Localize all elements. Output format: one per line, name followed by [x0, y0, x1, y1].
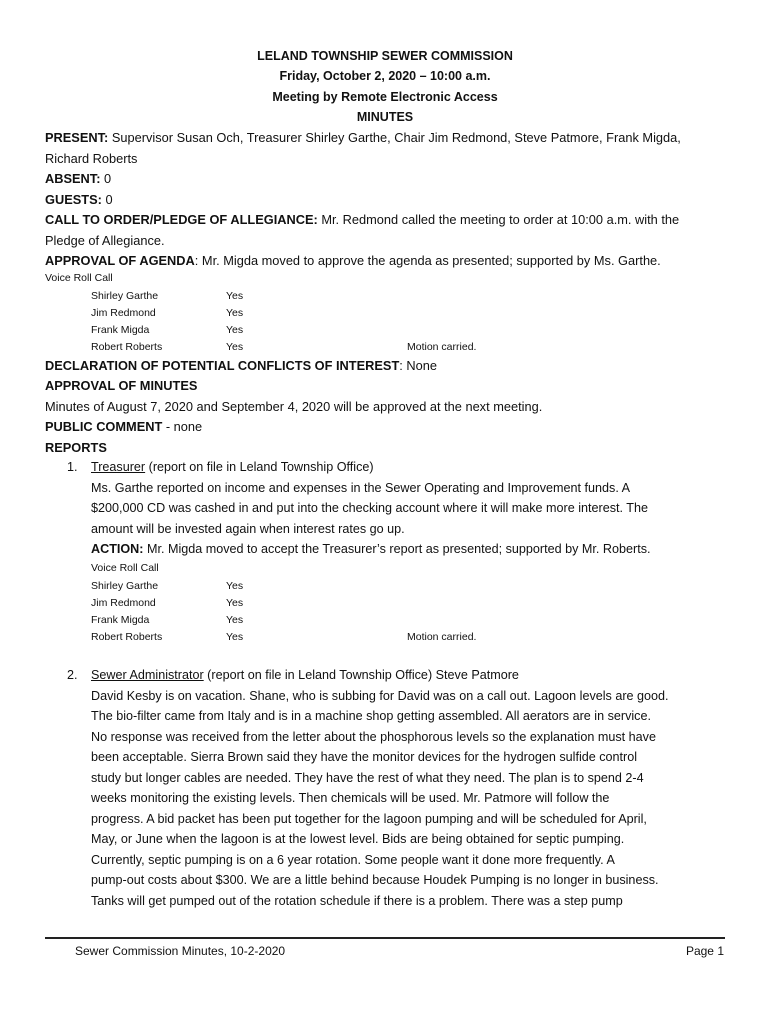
- absent-line: [45, 171, 111, 186]
- sewer-text: pump-out costs about $300. We are a little behind because Houdek Pumping is no longer in business.: [91, 873, 659, 887]
- sewer-heading: [91, 668, 519, 682]
- agenda-text: : Mr. Migda moved to approve the agenda as presented; supported by Ms. Garthe.: [194, 253, 661, 268]
- treasurer-heading: [91, 460, 374, 474]
- footer-title: Sewer Commission Minutes, 10-2-2020: [75, 944, 286, 958]
- action-text: Mr. Migda moved to accept the Treasurer’s report as presented; supported by Mr. Roberts.: [143, 542, 651, 556]
- present-text: Supervisor Susan Och, Treasurer Shirley Garthe, Chair Jim Redmond, Steve Patmore, Frank Migda,: [111, 130, 681, 145]
- treasurer-text: $200,000 CD was cashed in and put into the checking account where it will make more interest. The: [91, 501, 648, 515]
- absent-label: ABSENT:: [45, 171, 101, 186]
- call-text: Mr. Redmond called the meeting to order at 10:00 a.m. with the: [321, 212, 680, 227]
- treasurer-note: (report on file in Leland Township Office): [145, 460, 374, 474]
- roll-name: Jim Redmond: [91, 597, 156, 609]
- item-number: 1.: [67, 460, 78, 474]
- roll-vote: Yes: [226, 614, 244, 626]
- absent-value: 0: [104, 171, 112, 186]
- treasurer-text: Ms. Garthe reported on income and expenses in the Sewer Operating and Improvement funds. A: [91, 481, 631, 495]
- sewer-text: weeks monitoring the existing levels. Then chemicals will be used. Mr. Patmore will follow the: [91, 791, 610, 805]
- sewer-note: (report on file in Leland Township Office) Steve Patmore: [203, 668, 519, 682]
- roll-name: Frank Migda: [91, 614, 150, 626]
- guests-label: GUESTS:: [45, 192, 102, 207]
- footer-rule: [45, 937, 725, 939]
- call-line: [45, 212, 679, 227]
- agenda-label: APPROVAL OF AGENDA: [45, 253, 195, 268]
- motion-result: Motion carried.: [407, 341, 477, 353]
- action-label: ACTION:: [91, 542, 144, 556]
- sewer-text: study but longer cables are needed. They have the rest of what they need. The plan is to spend 2-4: [91, 771, 644, 785]
- public-text: - none: [162, 419, 203, 434]
- meeting-date: Friday, October 2, 2020 – 10:00 a.m.: [279, 69, 491, 83]
- sewer-text: May, or June when the lagoon is at the lowest level. Bids are being obtained for septic pumping.: [91, 832, 625, 846]
- treasurer-text: amount will be invested again when interest rates go up.: [91, 522, 405, 536]
- minutes-label: APPROVAL OF MINUTES: [45, 378, 198, 393]
- roll-name: Shirley Garthe: [91, 580, 159, 592]
- present-line-2: Richard Roberts: [45, 151, 138, 166]
- reports-heading: [45, 440, 107, 455]
- roll-vote: Yes: [226, 290, 244, 302]
- conflicts-text: : None: [399, 358, 437, 373]
- roll-vote: Yes: [226, 324, 244, 336]
- present-line: [45, 130, 681, 145]
- item-number: 2.: [67, 668, 78, 682]
- public-line: [45, 419, 202, 434]
- public-label: PUBLIC COMMENT: [45, 419, 163, 434]
- treasurer-title: Treasurer: [91, 460, 146, 474]
- treasurer-action: [91, 542, 651, 556]
- conflicts-label: DECLARATION OF POTENTIAL CONFLICTS OF INTEREST: [45, 358, 400, 373]
- roll-name: Shirley Garthe: [91, 290, 159, 302]
- call-line-2: Pledge of Allegiance.: [45, 233, 165, 248]
- roll-name: Frank Migda: [91, 324, 150, 336]
- sewer-text: Tanks will get pumped out of the rotation schedule if there is a problem. There was a step pump: [91, 894, 623, 908]
- sewer-title: Sewer Administrator: [91, 668, 204, 682]
- roll-call-title: Voice Roll Call: [91, 562, 159, 574]
- minutes-text: Minutes of August 7, 2020 and September 4, 2020 will be approved at the next meeting.: [45, 399, 543, 414]
- roll-vote: Yes: [226, 580, 244, 592]
- sewer-text: David Kesby is on vacation. Shane, who is subbing for David was on a call out. Lagoon levels are good.: [91, 689, 669, 703]
- doc-title: MINUTES: [356, 110, 414, 124]
- sewer-text: Currently, septic pumping is on a 6 year rotation. Some people want it done more frequently. A: [91, 853, 615, 867]
- roll-vote: Yes: [226, 341, 244, 353]
- sewer-text: No response was received from the letter about the phosphorous levels so the explanation must have: [91, 730, 656, 744]
- roll-name: Jim Redmond: [91, 307, 156, 319]
- call-label: CALL TO ORDER/PLEDGE OF ALLEGIANCE:: [45, 212, 318, 227]
- sewer-text: The bio-filter came from Italy and is in a machine shop getting assembled. All aerators are in service.: [91, 709, 651, 723]
- org-title: LELAND TOWNSHIP SEWER COMMISSION: [257, 49, 513, 63]
- sewer-text: been acceptable. Sierra Brown said they have the monitor devices for the hydrogen sulfide control: [91, 750, 638, 764]
- roll-vote: Yes: [226, 631, 244, 643]
- roll-vote: Yes: [226, 597, 244, 609]
- guests-line: [45, 192, 113, 207]
- roll-vote: Yes: [226, 307, 244, 319]
- sewer-text: progress. A bid packet has been put together for the lagoon pumping and will be scheduled for April,: [91, 812, 647, 826]
- guests-value: 0: [105, 192, 113, 207]
- present-label: PRESENT:: [45, 130, 109, 145]
- roll-call-title: Voice Roll Call: [45, 272, 113, 284]
- reports-label: REPORTS: [45, 440, 107, 455]
- motion-result: Motion carried.: [407, 631, 477, 643]
- minutes-heading: [45, 378, 197, 393]
- conflicts-line: [45, 358, 437, 373]
- page-number: Page 1: [685, 944, 724, 958]
- meeting-mode: Meeting by Remote Electronic Access: [272, 90, 498, 104]
- roll-name: Robert Roberts: [91, 341, 163, 353]
- roll-name: Robert Roberts: [91, 631, 163, 643]
- agenda-line: [45, 253, 661, 268]
